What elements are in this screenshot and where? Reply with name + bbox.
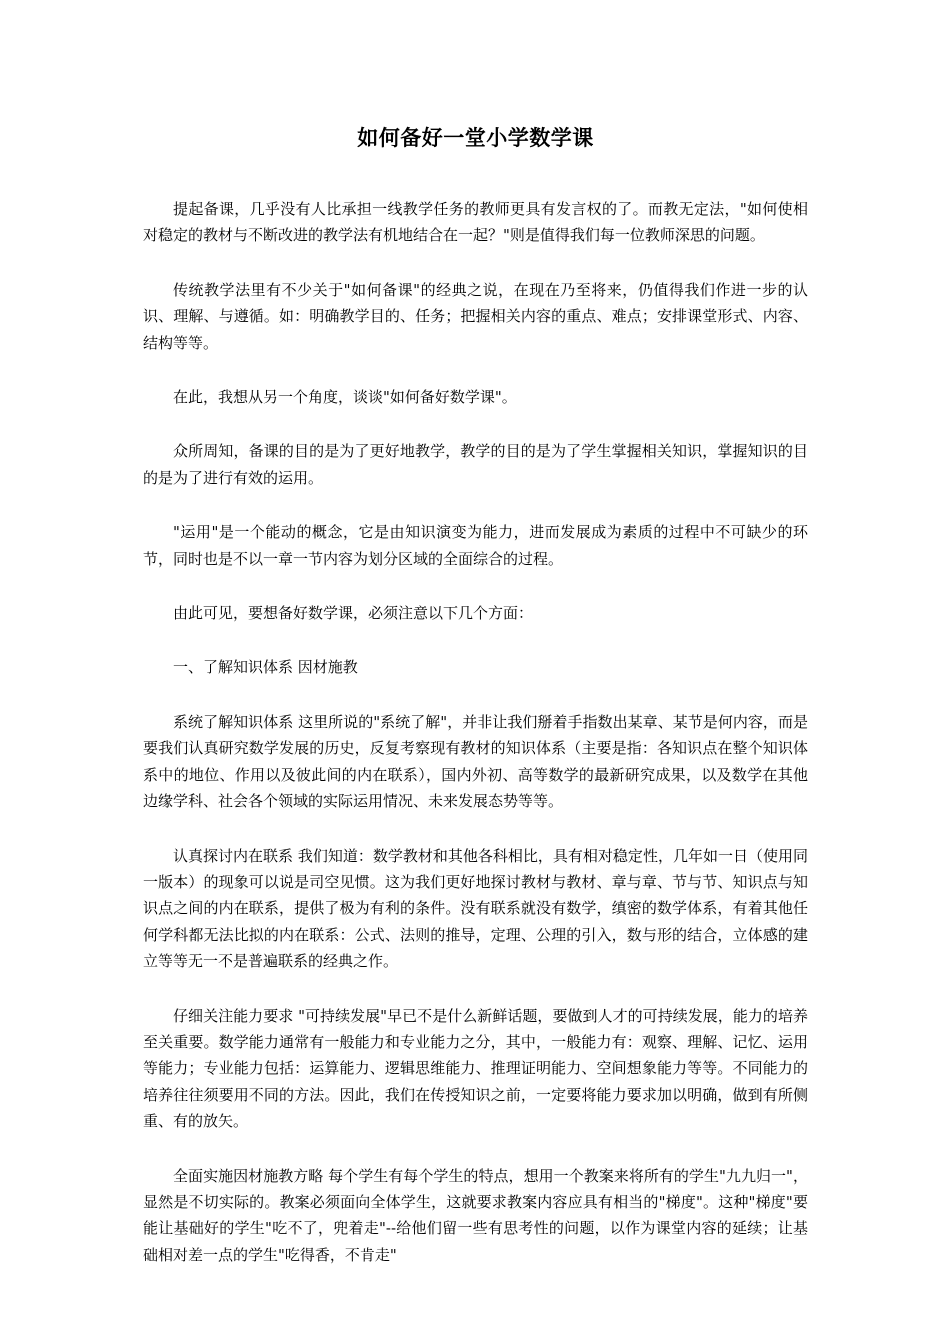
paragraph-ability-requirements: 仔细关注能力要求 "可持续发展"早已不是什么新鲜话题，要做到人才的可持续发展，能力的培养至关重要。数学能力通常有一般能力和专业能力之分，其中，一般能力有：观察、理解、记忆、运用等能力；专业能力包括：运算能力、逻辑思维能力、推理证明能力、空间想象能力等等。不同能力的培养往往须要用不同的方法。因此，我们在传授知识之前，一定要将能力要求加以明确，做到有所侧重、有的放矢。 [143, 1006, 808, 1131]
paragraph-traditional-method: 传统教学法里有不少关于"如何备课"的经典之说，在现在乃至将来，仍值得我们作进一步的认识、理解、与遵循。如：明确教学目的、任务；把握相关内容的重点、难点；安排课堂形式、内容、结构等等。 [143, 280, 808, 352]
paragraph-differentiated-teaching: 全面实施因材施教方略 每个学生有每个学生的特点，想用一个教案来将所有的学生"九九归一"，显然是不切实际的。教案必须面向全体学生，这就要求教案内容应具有相当的"梯度"。这种"梯度"要能让基础好的学生"吃不了，兜着走"--给他们留一些有思考性的问题，以作为课堂内容的延续；让基础相对差一点的学生"吃得香，不肯走" [143, 1166, 808, 1264]
section-heading-1: 一、了解知识体系 因材施教 [173, 658, 358, 677]
paragraph-internal-connections: 认真探讨内在联系 我们知道：数学教材和其他各科相比，具有相对稳定性，几年如一日（使用同一版本）的现象可以说是司空见惯。这为我们更好地探讨教材与教材、章与章、节与节、知识点与知识点之间的内在联系，提供了极为有利的条件。没有联系就没有数学，缜密的数学体系，有着其他任何学科都无法比拟的内在联系：公式、法则的推导，定理、公理的引入，数与形的结合，立体感的建立等等无一不是普遍联系的经典之作。 [143, 846, 808, 971]
paragraph-intro: 提起备课，几乎没有人比承担一线教学任务的教师更具有发言权的了。而教无定法，"如何使相对稳定的教材与不断改进的教学法有机地结合在一起？"则是值得我们每一位教师深思的问题。 [143, 200, 808, 245]
paragraph-another-angle: 在此，我想从另一个角度，谈谈"如何备好数学课"。 [173, 388, 517, 407]
paragraph-aspects-intro: 由此可见，要想备好数学课，必须注意以下几个方面： [173, 604, 534, 623]
paragraph-application: "运用"是一个能动的概念，它是由知识演变为能力，进而发展成为素质的过程中不可缺少的环节，同时也是不以一章一节内容为划分区域的全面综合的过程。 [143, 523, 808, 568]
paragraph-knowledge-system: 系统了解知识体系 这里所说的"系统了解"，并非让我们掰着手指数出某章、某节是何内容，而是要我们认真研究数学发展的历史，反复考察现有教材的知识体系（主要是指：各知识点在整个知识体系中的地位、作用以及彼此间的内在联系），国内外初、高等数学的最新研究成果，以及数学在其他边缘学科、社会各个领域的实际运用情况、未来发展态势等等。 [143, 712, 808, 811]
document-title: 如何备好一堂小学数学课 [357, 125, 594, 150]
paragraph-purpose: 众所周知，备课的目的是为了更好地教学，教学的目的是为了学生掌握相关知识，掌握知识的目的是为了进行有效的运用。 [143, 442, 808, 487]
document-body [143, 196, 808, 1296]
